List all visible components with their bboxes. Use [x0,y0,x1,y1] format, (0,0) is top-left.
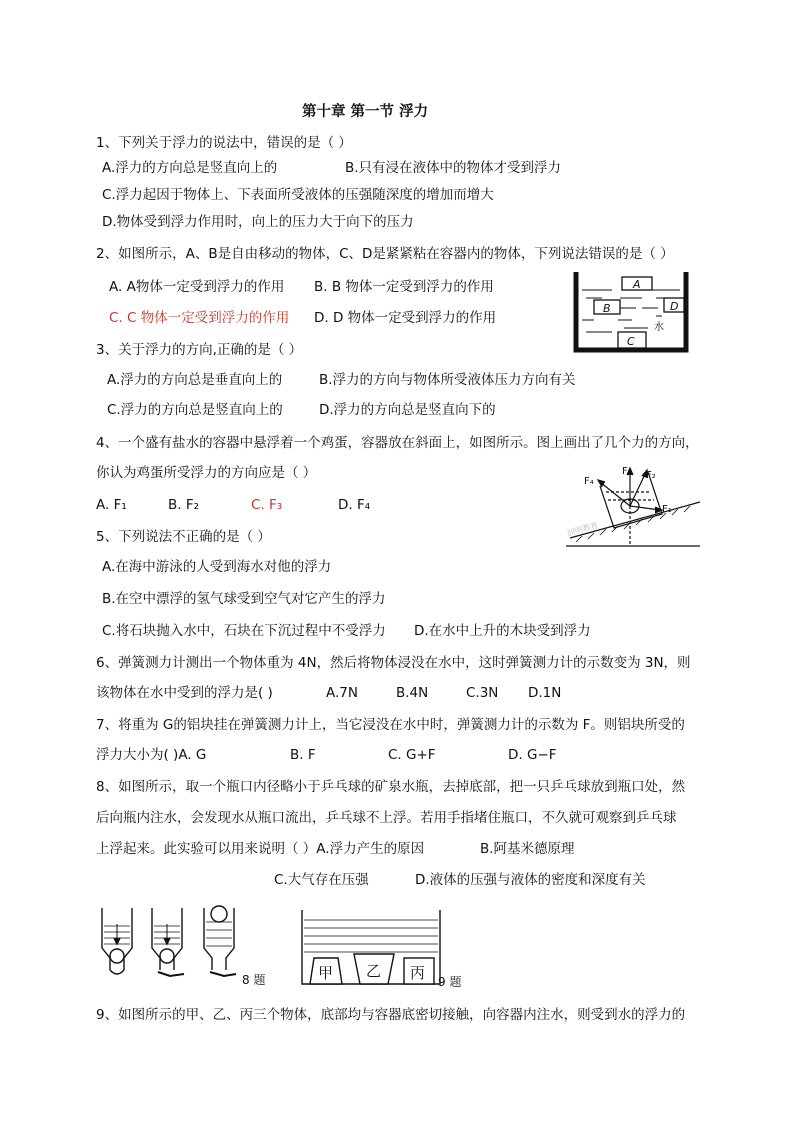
q1-option-b: B.只有浸在液体中的物体才受到浮力 [345,160,562,176]
q8-option-b: B.阿基米德原理 [480,841,575,857]
q3-option-d: D.浮力的方向总是竖直向下的 [319,402,496,418]
q6-option-d: D.1N [528,685,562,701]
q6-option-c: C.3N [466,685,499,701]
q3-stem: 3、关于浮力的方向,正确的是（ ） [96,342,303,358]
q2-stem: 2、如图所示，A、B是自由移动的物体，C、D是紧紧粘在容器内的物体，下列说法错误的是（ ） [96,246,674,262]
q1-option-c: C.浮力起因于物体上、下表面所受液体的压强随深度的增加而增大 [102,187,494,203]
q6-line2: 该物体在水中受到的浮力是( ) [96,685,273,701]
q8-line2: 后向瓶内注水，会发现水从瓶口流出，乒乓球不上浮。若用手指堵住瓶口，不久就可观察到乒乓球 [96,810,677,826]
q3-option-a: A.浮力的方向总是垂直向上的 [107,372,283,388]
q3-option-c: C.浮力的方向总是竖直向上的 [107,402,283,418]
q2-fig-label-a: A [633,278,641,291]
q7-line1: 7、将重为 G的铝块挂在弹簧测力计上，当它浸没在水中时，弹簧测力计的示数为 F。则铝块所受的 [96,717,685,733]
q5-option-b: B.在空中漂浮的氢气球受到空气对它产生的浮力 [102,591,386,607]
q2-fig-label-d: D [670,300,679,313]
q6-option-b: B.4N [396,685,429,701]
q5-option-d: D.在水中上升的木块受到浮力 [414,623,591,639]
q2-option-b: B. B 物体一定受到浮力的作用 [314,279,494,295]
q5-stem: 5、下列说法不正确的是（ ） [96,529,271,545]
q5-option-c: C.将石块抛入水中，石块在下沉过程中不受浮力 [102,623,386,639]
q8-option-d: D.液体的压强与液体的密度和深度有关 [415,872,646,888]
q9-fig-label-bing: 丙 [410,964,426,982]
q2-fig-label-c: C [627,335,635,348]
q6-option-a: A.7N [326,685,358,701]
q7-option-b: B. F [290,747,316,763]
q4-option-a: A. F₁ [96,497,127,513]
q9-fig-label-jia: 甲 [318,964,334,982]
q4-fig-label-f2: F₂ [646,470,656,481]
q7-line2: 浮力大小为( )A. G [96,747,207,763]
q4-option-d: D. F₄ [338,497,371,513]
q4-watermark: 润明教育 [566,520,600,538]
q3-option-b: B.浮力的方向与物体所受液体压力方向有关 [319,372,576,388]
q4-incline-figure [562,462,704,548]
q8-line3: 上浮起来。此实验可以用来说明（ ）A.浮力产生的原因 [96,841,425,857]
q9-container-figure [298,908,488,988]
q2-fig-label-water: 水 [654,322,664,333]
q8-line1: 8、如图所示，取一个瓶口内径略小于乒乓球的矿泉水瓶，去掉底部，把一只乒乓球放到瓶口处，然 [96,779,686,795]
q4-stem-line2: 你认为鸡蛋所受浮力的方向应是（ ） [96,465,317,481]
q4-fig-label-f3: F₃ [622,466,632,477]
page-title: 第十章 第一节 浮力 [302,104,429,120]
q4-stem-line1: 4、一个盛有盐水的容器中悬浮着一个鸡蛋，容器放在斜面上，如图所示。图上画出了几个力的方向， [96,435,699,451]
q9-fig-caption: 9 题 [438,975,462,988]
q8-option-c: C.大气存在压强 [274,872,369,888]
q8-bottles-figure [96,904,276,988]
q2-option-c: C. C 物体一定受到浮力的作用 [109,310,290,326]
q1-stem: 1、下列关于浮力的说法中，错误的是（ ） [96,135,352,151]
q2-option-a: A. A物体一定受到浮力的作用 [109,279,285,295]
q2-option-d: D. D 物体一定受到浮力的作用 [314,310,497,326]
q4-fig-label-f4: F₄ [584,476,594,487]
q7-option-c: C. G+F [388,747,436,763]
q1-option-a: A.浮力的方向总是竖直向上的 [102,160,278,176]
q2-container-figure [572,268,690,354]
q2-fig-label-b: B [603,302,611,315]
q7-option-d: D. G−F [508,747,557,763]
q9-line1: 9、如图所示的甲、乙、丙三个物体，底部均与容器底密切接触，向容器内注水，则受到水的浮力的 [96,1007,686,1023]
q1-option-d: D.物体受到浮力作用时，向上的压力大于向下的压力 [102,214,414,230]
q9-fig-label-yi: 乙 [366,962,382,980]
q4-option-c: C. F₃ [251,497,283,513]
q4-fig-label-f1: F₁ [662,504,672,515]
q5-option-a: A.在海中游泳的人受到海水对他的浮力 [102,559,332,575]
q6-line1: 6、弹簧测力计测出一个物体重为 4N，然后将物体浸没在水中，这时弹簧测力计的示数变为 3N，则 [96,655,691,671]
q8-fig-caption: 8 题 [242,973,266,987]
q4-option-b: B. F₂ [168,497,200,513]
